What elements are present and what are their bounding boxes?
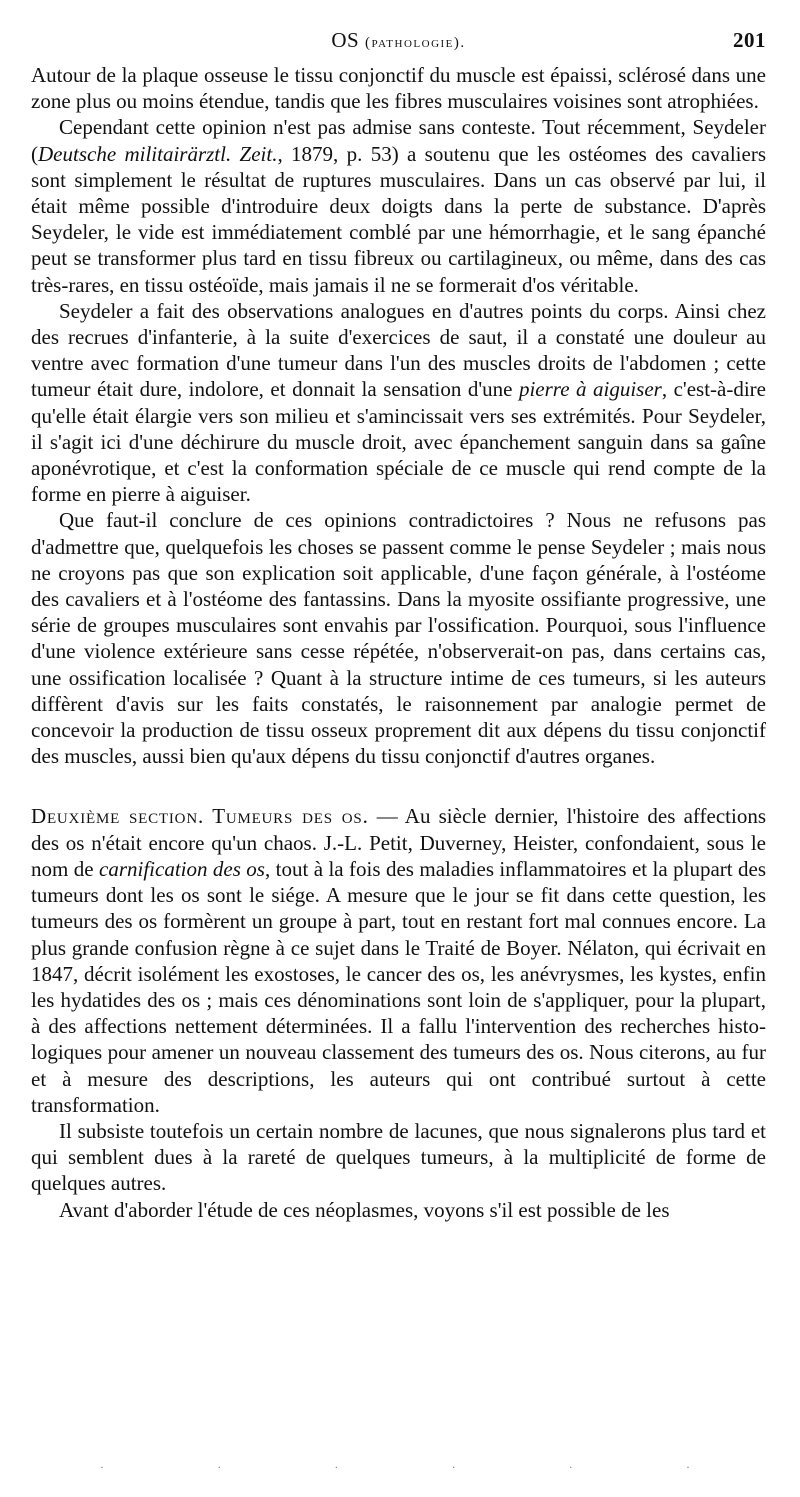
speck: · [217,1460,222,1474]
paragraph-3 [31,298,766,508]
section-heading: Deuxième section. [31,804,205,829]
paragraph-6: Il subsiste toutefois un certain nombre de lacunes, que nous signalerons plus tard et qui semblent dues à la rareté de quelques tumeurs, à la multiplicité de forme de quelques autres. [31,1118,766,1196]
speck: · [100,1460,104,1474]
paragraph-5 [31,803,766,1117]
paragraph-7: Avant d'aborder l'étude de ces néoplasmes, voyons s'il est possible de les [59,1197,670,1222]
running-title [31,28,766,53]
running-head [31,28,766,62]
paragraph-1: Autour de la plaque osseuse le tissu conjonctif du muscle est épaissi, sclérosé dans une zone plus ou moins étendue, tandis que les fibres musculaires voisines sont atrophiées. [31,63,766,114]
speck: · [685,1460,690,1474]
section-gap [31,769,766,803]
paragraph-5-text-b: , tout à la fois des maladies inflammatoires et la plupart des tumeurs dont les os sont le siége. A mesure que le jour se fit dans cette question, les tumeurs des os formèrent un groupe à part, tout en restant fort mal connues encore. La plus grande confusion règne à ce sujet dans le Traité de Boyer. Nélaton, qui écrivait en 1847, décrit isolément les exostoses, le cancer des os, les anévrysmes, les kystes, enfin les hydatides des os ; mais ces dénominations sont loin de s'appliquer, pour la plupart, à des affections nettement déterminées. Il a fallu l'intervention des recherches histologiques pour amener un nouveau classement des tumeurs des os. Nous citerons, au fur et à mesure des descriptions, les auteurs qui ont contribué surtout à cette transformation. [31,856,766,1117]
paragraph-4: Que faut-il conclure de ces opinions contradictoires ? Nous ne refusons pas d'admettre que, quelquefois les choses se passent comme le pense Seydeler ; mais nous ne croyons pas que son explication soit applicable, d'une façon générale, à l'ostéome des cavaliers et à l'ostéome des fantassins. Dans la myosite ossifiante progressive, une série de groupes musculaires sont envahis par l'ossification. Pourquoi, sous l'influence d'une violence extérieure sans cesse répétée, n'observerait-on pas, dans certains cas, une ossification localisée ? Quant à la structure intime de ces tumeurs, si les auteurs diffèrent d'avis sur les faits constatés, le raisonnement par analogie permet de concevoir la production de tissu osseux proprement dit aux dépens du tissu conjonctif des muscles, aussi bien qu'aux dépens du tissu conjonctif d'autres organes. [31,508,766,769]
speck: · [568,1460,573,1474]
running-title-sub: (pathologie). [364,35,466,51]
citation-title: Deutsche militairärztl. Zeit. [38,141,278,166]
paragraph-2-text-a: Cependant cette opinion n'est pas admise sans conteste. Tout récemment, Seydeler ( [31,115,766,166]
italic-term-carnification: carnification des os [99,856,265,881]
speck: · [451,1460,456,1474]
paragraph-3-text-b: , c'est-à-dire qu'elle était élargie vers son milieu et s'amincissait vers ses extrémités. Pour Seydeler, il s'agit ici d'une déchirure du muscle droit, avec épanchement sanguin dans sa gaîne aponévrotique, et c'est la conformation spéciale de ce muscle qui rend compte de la forme en pierre à aiguiser. [31,377,766,507]
italic-term: pierre à aiguiser [518,377,662,402]
footer-specks [100,1460,690,1475]
page-number: 201 [733,28,766,52]
paragraph-5-text-a: — Au siècle dernier, l'histoire des affections des os n'était encore qu'un chaos. J.-L. Petit, Duverney, Heister, confondaient, sous le nom de [31,804,766,881]
speck: · [334,1460,339,1474]
paragraph-3-text-a: Seydeler a fait des observations analogues en d'autres points du corps. Ainsi chez des recrues d'infanterie, à la suite d'exercices de saut, il a constaté une douleur au ventre avec formation d'une tumeur dans l'un des muscles droits de l'abdomen ; cette tumeur était dure, indolore, et donnait la sensation d'une [31,298,766,402]
section-subject: Tumeurs des os. [212,804,369,829]
paragraph-2-text-b: , 1879, p. 53) a soutenu que les ostéomes des cavaliers sont simplement le résultat de ruptures musculaires. Dans un cas observé par lui, il était même possible d'introduire deux doigts dans la perte de substance. D'après Seydeler, le vide est immédiatement comblé par une hémorrhagie, et le sang épanché peut se transformer plus tard en tissu fibreux ou cartilagineux, ou même, dans des cas très-rares, en tissu ostéoïde, mais jamais il ne se formerait d'os véritable. [31,141,767,297]
page [31,28,766,1223]
paragraph-2 [31,114,766,297]
running-title-main: OS [331,28,360,52]
